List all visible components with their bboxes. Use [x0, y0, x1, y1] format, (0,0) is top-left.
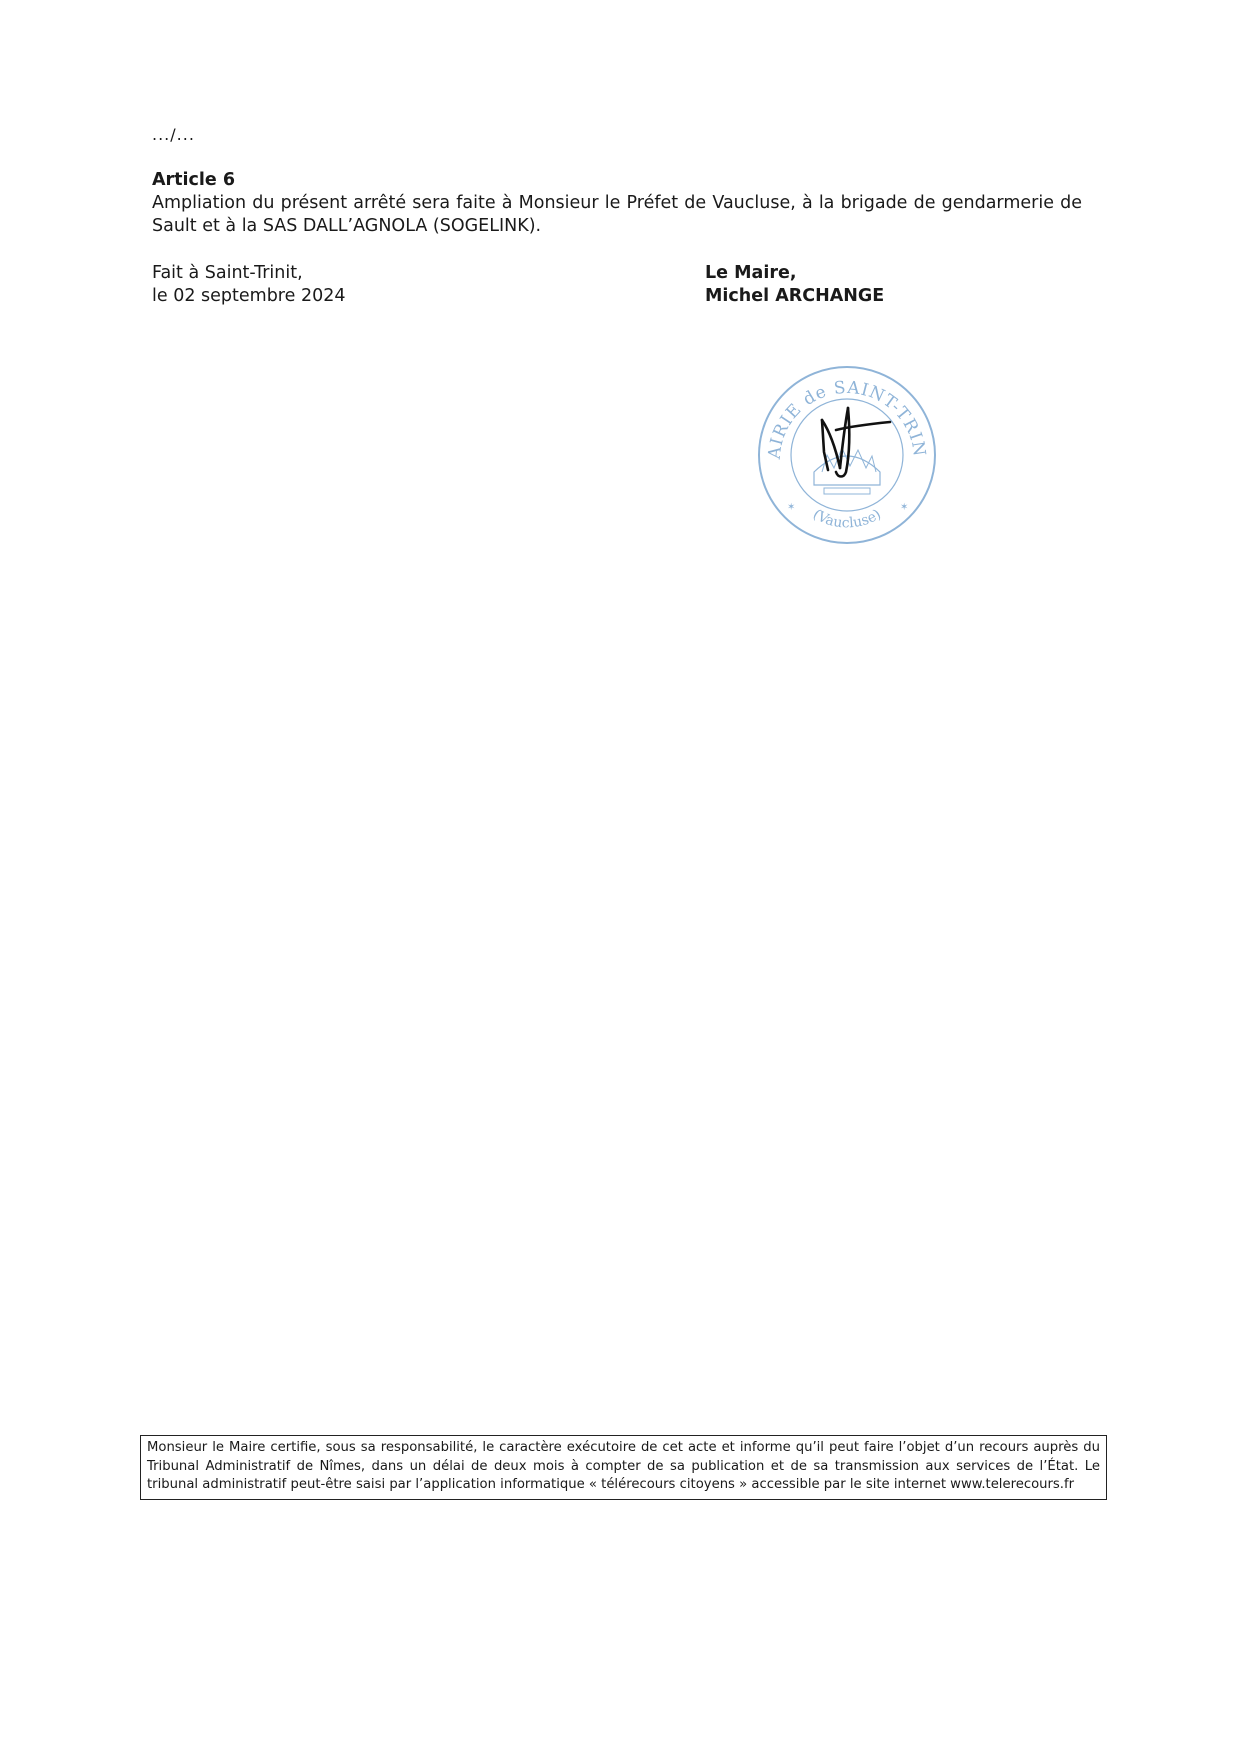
date-line: le 02 septembre 2024 — [152, 286, 346, 306]
stamp-top-text: AIRIE de SAINT-TRIN — [764, 377, 930, 461]
svg-text:(Vaucluse) — [810, 506, 884, 531]
signatory-title: Le Maire, — [705, 263, 797, 283]
signatory-block — [705, 262, 884, 308]
stamp-bottom-text: (Vaucluse) — [809, 506, 885, 532]
article-6-section — [152, 169, 1082, 238]
signatory-name: Michel ARCHANGE — [705, 286, 885, 306]
page-continuation-marker: .../... — [152, 125, 195, 144]
handwritten-signature-icon — [822, 408, 890, 477]
mairie-stamp-with-signature — [752, 360, 942, 550]
svg-text:✶: ✶ — [900, 502, 909, 513]
article-title: Article 6 — [152, 170, 236, 190]
place-line: Fait à Saint-Trinit, — [152, 263, 303, 283]
place-and-date — [152, 262, 345, 308]
stamp-seal-icon — [752, 360, 942, 550]
svg-text:✶: ✶ — [787, 502, 796, 513]
article-body: Ampliation du présent arrêté sera faite à Monsieur le Préfet de Vaucluse, à la brigade de gendarmerie de Sault et à la SAS DALL’AGNOLA (SOGELINK). — [152, 193, 1082, 236]
legal-notice-text: Monsieur le Maire certifie, sous sa responsabilité, le caractère exécutoire de cet acte et informe qu’il peut faire l’objet d’un recours auprès du Tribunal Administratif de Nîmes, dans un délai de deux mois à compter de sa publication et de sa transmission aux services de l’État. Le tribunal administratif peut-être saisi par l’application informatique « télérecours citoyens » accessible par le site internet www.telerecours.fr — [147, 1440, 1100, 1492]
legal-notice-box — [140, 1435, 1107, 1500]
